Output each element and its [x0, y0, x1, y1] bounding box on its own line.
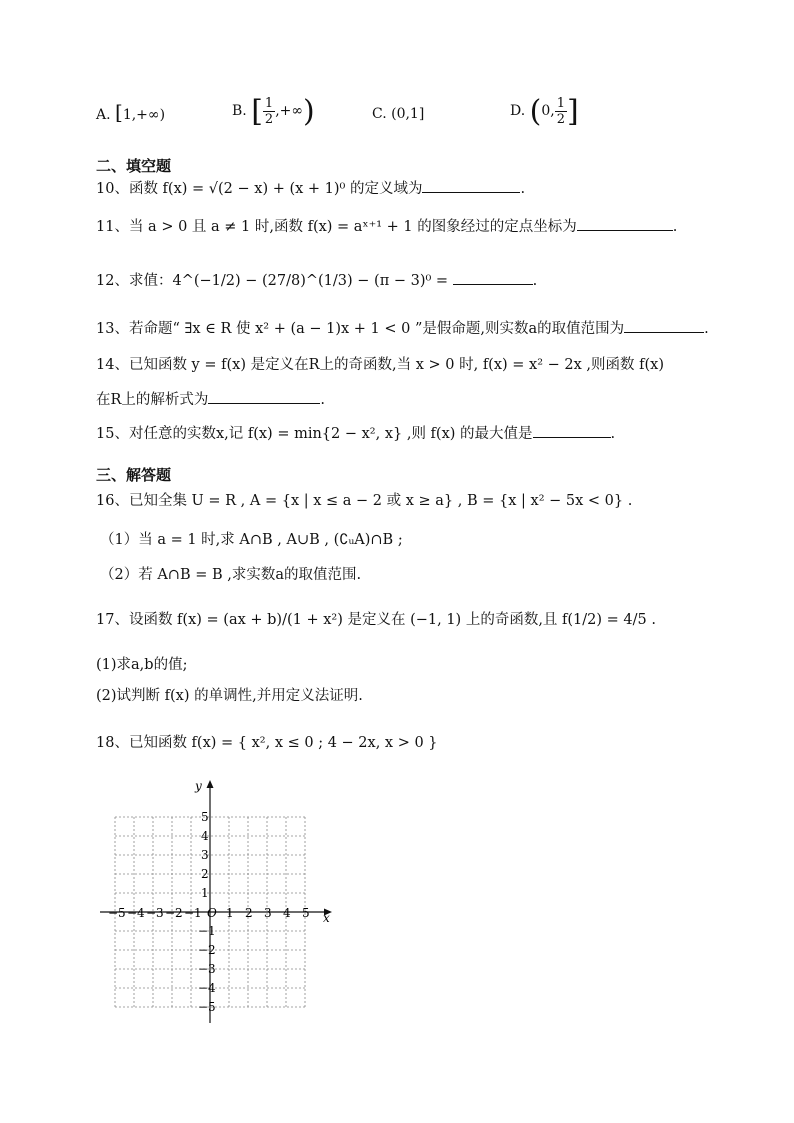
x-tick-label: −5 [108, 906, 126, 920]
x-tick-label: 2 [245, 906, 253, 920]
question-16: 16、已知全集 U = R , A = {x | x ≤ a − 2 或 x ≥ a} , B = {x | x² − 5x < 0} . [96, 493, 633, 509]
option-c: C. (0,1] [372, 106, 425, 122]
question-17-part2: (2)试判断 f(x) 的单调性,并用定义法证明. [96, 688, 363, 704]
x-tick-label: −2 [165, 906, 183, 920]
option-a: A. [1,+∞) [96, 100, 166, 124]
answer-blank-15[interactable] [533, 423, 611, 438]
answer-blank-13[interactable] [624, 318, 704, 333]
question-13: 13、若命题“ ∃x ∈ R 使 x² + (a − 1)x + 1 < 0 ”是假命题,则实数a的取值范围为 . [96, 318, 709, 339]
question-12: 12、求值：4^(−1/2) − (27/8)^(1/3) − (π − 3)⁰ = . [96, 270, 537, 291]
section-title-fill-blank: 二、填空题 [96, 157, 172, 175]
x-tick-label: −3 [146, 906, 164, 920]
y-tick-label: 1 [201, 886, 209, 900]
tick-labels [108, 779, 330, 1014]
x-tick-label: 1 [226, 906, 234, 920]
question-15: 15、对任意的实数x,记 f(x) = min{2 − x², x} ,则 f(x) 的最大值是 . [96, 423, 615, 444]
y-tick-label: −2 [198, 943, 216, 957]
axes [100, 780, 332, 1023]
question-10: 10、函数 f(x) = √(2 − x) + (x + 1)⁰ 的定义域为 . [96, 178, 525, 199]
x-tick-label: 4 [283, 906, 291, 920]
question-16-part2: （2）若 A∩B = B ,求实数a的取值范围. [100, 567, 362, 583]
x-tick-label: 3 [264, 906, 272, 920]
question-16-part1: （1）当 a = 1 时,求 A∩B , A∪B , (∁ᵤA)∩B ; [100, 532, 403, 548]
y-tick-label: −5 [198, 1000, 216, 1014]
y-tick-label: −1 [198, 924, 216, 938]
question-17: 17、设函数 f(x) = (ax + b)/(1 + x²) 是定义在 (−1, 1) 上的奇函数,且 f(1/2) = 4/5 . [96, 612, 656, 628]
section-title-solve: 三、解答题 [96, 466, 172, 484]
question-11: 11、当 a > 0 且 a ≠ 1 时,函数 f(x) = aˣ⁺¹ + 1 的图象经过的定点坐标为 . [96, 216, 677, 237]
y-tick-label: 4 [201, 829, 209, 843]
answer-blank-12[interactable] [453, 270, 533, 285]
y-tick-label: 5 [201, 810, 209, 824]
x-tick-label: −1 [184, 906, 202, 920]
answer-blank-14[interactable] [208, 389, 320, 404]
origin-label: O [207, 906, 217, 920]
question-14: 14、已知函数 y = f(x) 是定义在R上的奇函数,当 x > 0 时, f(x) = x² − 2x ,则函数 f(x) [96, 357, 664, 373]
y-axis-label: y [195, 779, 202, 793]
question-18: 18、已知函数 f(x) = { x², x ≤ 0 ; 4 − 2x, x > 0 } [96, 735, 438, 751]
y-axis-arrow [207, 780, 214, 788]
y-tick-label: −4 [198, 981, 216, 995]
x-tick-label: −4 [127, 906, 145, 920]
answer-blank-11[interactable] [577, 216, 673, 231]
question-17-part1: (1)求a,b的值; [96, 657, 188, 673]
x-tick-label: 5 [302, 906, 310, 920]
y-tick-label: 3 [201, 848, 209, 862]
coordinate-grid [96, 775, 346, 1027]
x-axis-label: x [323, 911, 330, 925]
answer-blank-10[interactable] [422, 178, 520, 193]
option-d: D. (0, $\frac{1}{2}$ ] [510, 94, 579, 129]
y-tick-label: 2 [201, 867, 209, 881]
question-14-line2: 在R上的解析式为 . [96, 389, 325, 410]
option-b: B. [ $\frac{1}{2}$ ,+∞) [232, 94, 315, 129]
y-tick-label: −3 [198, 962, 216, 976]
